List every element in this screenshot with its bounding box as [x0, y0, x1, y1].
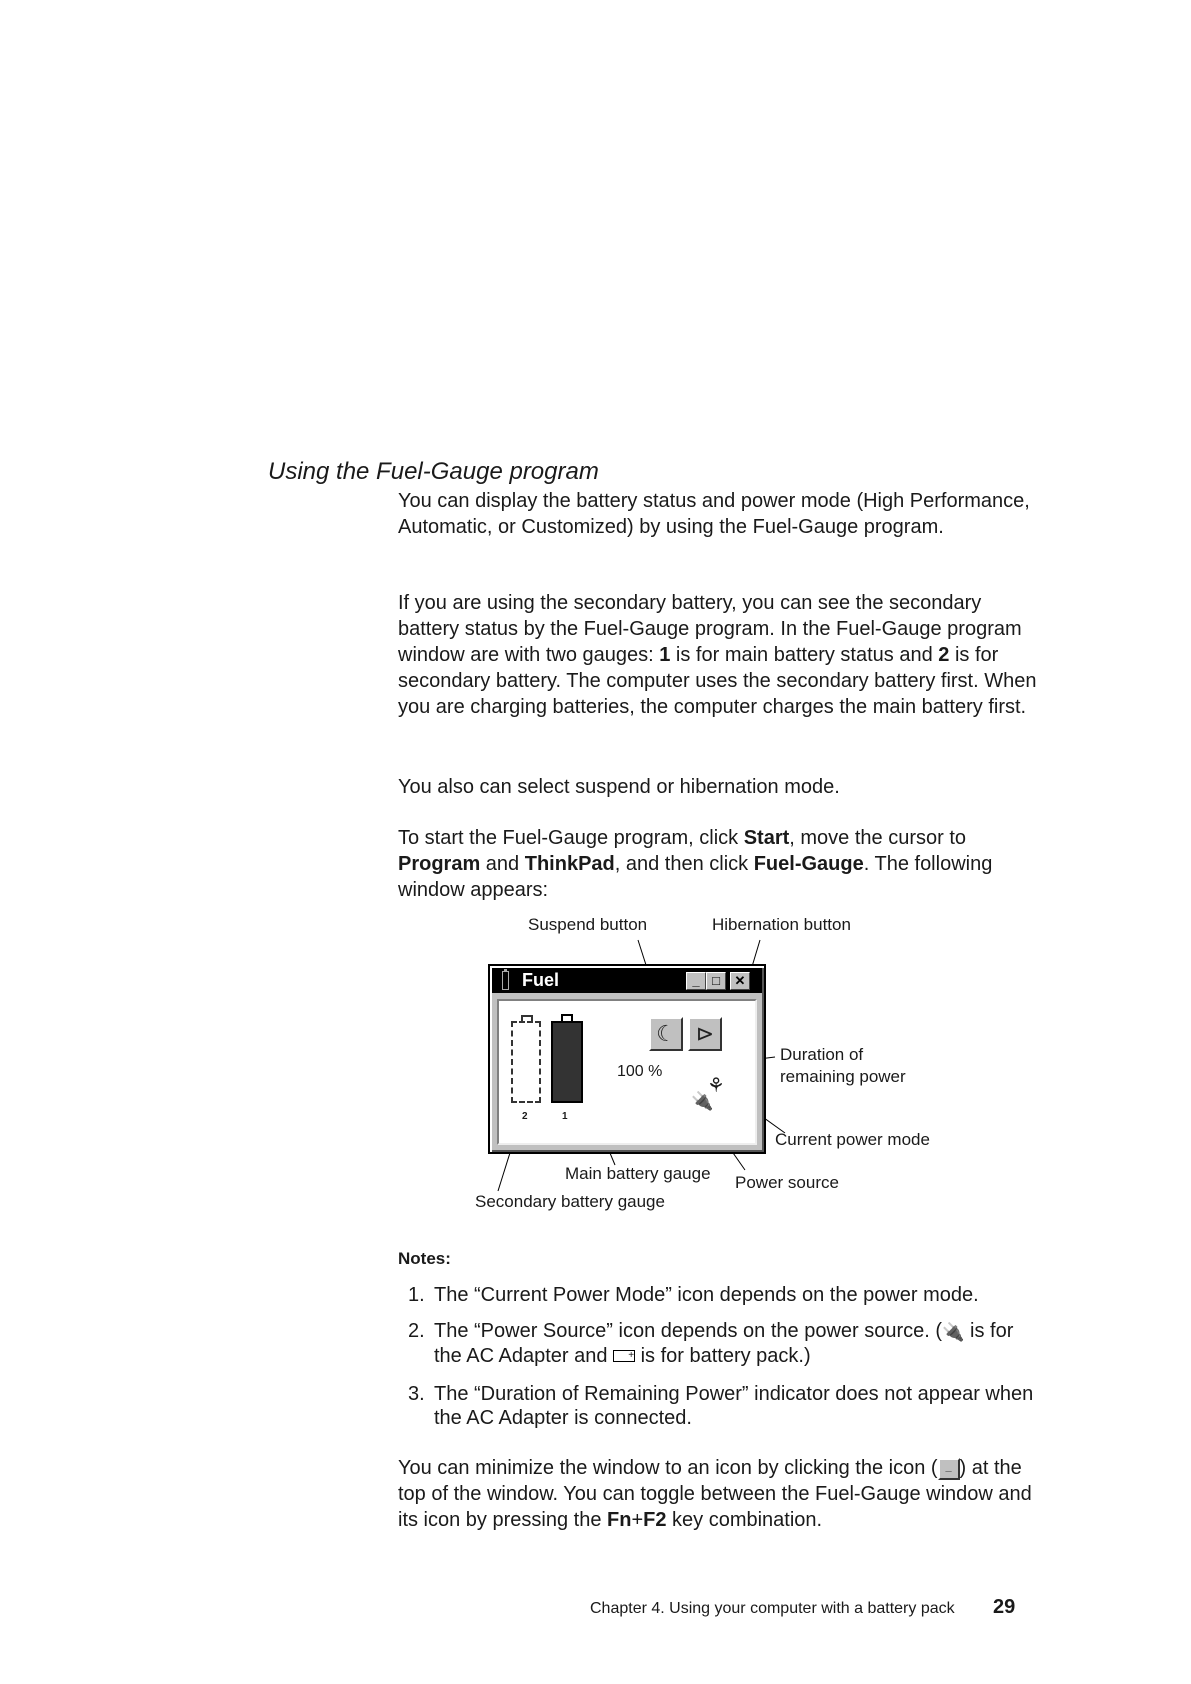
text-run: You can minimize the window to an icon by clicking the icon ( — [398, 1457, 938, 1479]
main-battery-cap — [561, 1014, 573, 1021]
note-item-3 — [408, 1382, 1038, 1430]
battery-icon: + — [613, 1350, 635, 1362]
secondary-gauge-number: 2 — [522, 1111, 528, 1122]
minimize-paragraph — [398, 1455, 1038, 1533]
note-text — [434, 1319, 1038, 1368]
remaining-percent: 100 % — [617, 1063, 663, 1080]
f2-key: F2 — [643, 1509, 667, 1531]
window-titlebar[interactable] — [492, 968, 762, 993]
window-client-area — [497, 999, 757, 1145]
duration-callout-line2: remaining power — [780, 1067, 906, 1086]
hibernation-callout: Hibernation button — [712, 915, 851, 934]
text-run: The “Power Source” icon depends on the power source. ( — [434, 1320, 943, 1342]
text-run: is for main battery status and — [670, 644, 939, 666]
text-run: is for secondary battery. The computer uses the secondary battery first. When you are charging batteries, the computer charges the main battery first. — [398, 644, 1037, 718]
start-instructions-paragraph — [398, 825, 1038, 903]
plug-icon: 🔌 — [691, 1091, 714, 1111]
suspend-button[interactable]: ☾ — [649, 1017, 683, 1051]
text-run: , and then click — [614, 853, 754, 875]
page-number: 29 — [993, 1596, 1016, 1618]
minimize-icon: _ — [938, 1458, 960, 1480]
suspend-callout: Suspend button — [528, 915, 648, 934]
text-run: ) at the top of the window. You can toggle between the Fuel-Gauge window and its icon by pressing the — [398, 1457, 1032, 1531]
note-item-1 — [408, 1283, 1038, 1307]
note-number: 1. — [408, 1284, 425, 1306]
power-mode-icon: ⚘ — [707, 1075, 725, 1097]
suspend-hibernation-paragraph: You also can select suspend or hibernation mode. — [398, 776, 840, 798]
text-run: key combination. — [666, 1509, 823, 1531]
text-run: . The following window appears: — [398, 853, 993, 901]
note-item-2 — [408, 1319, 1038, 1368]
main-battery-gauge — [551, 1021, 583, 1103]
fuel-gauge-term: Fuel-Gauge — [753, 853, 864, 875]
plug-icon: 🔌 — [942, 1321, 965, 1342]
notes-label: Notes: — [398, 1249, 451, 1268]
text-run: , move the cursor to — [789, 827, 967, 849]
fuel-gauge-figure — [470, 915, 960, 1220]
secondary-battery-paragraph — [398, 590, 1038, 720]
fuel-window — [488, 964, 766, 1154]
text-run: To start the Fuel-Gauge program, click — [398, 827, 744, 849]
text-run: is for the AC Adapter and — [434, 1320, 1014, 1367]
main-gauge-number: 1 — [562, 1111, 568, 1122]
plus-sign: + — [631, 1509, 644, 1531]
window-title: Fuel — [522, 970, 560, 990]
secondary-battery-callout: Secondary battery gauge — [475, 1192, 665, 1211]
gauge-number-2: 2 — [938, 644, 950, 666]
fn-key: Fn — [607, 1509, 632, 1531]
maximize-button[interactable]: □ — [706, 972, 726, 990]
text-run: is for battery pack.) — [635, 1344, 811, 1367]
close-button[interactable]: ✕ — [730, 972, 750, 990]
thinkpad-term: ThinkPad — [524, 853, 615, 875]
gauge-number-1: 1 — [659, 644, 671, 666]
note-number: 2. — [408, 1320, 425, 1342]
secondary-battery-gauge — [511, 1021, 541, 1103]
note-number: 3. — [408, 1383, 425, 1405]
duration-callout-line1: Duration of — [780, 1045, 864, 1064]
minimize-button[interactable]: _ — [686, 972, 706, 990]
footer-chapter: Chapter 4. Using your computer with a battery pack — [590, 1600, 955, 1617]
intro-paragraph: You can display the battery status and power mode (High Performance, Automatic, or Customized) by using the Fuel-Gauge program. — [398, 490, 1030, 538]
note-text: The “Current Power Mode” icon depends on the power mode. — [434, 1284, 979, 1306]
hibernation-button[interactable]: ⊳ — [688, 1017, 722, 1051]
section-heading: Using the Fuel-Gauge program — [268, 458, 599, 485]
text-run: If you are using the secondary battery, you can see the secondary battery status by the Fuel-Gauge program. In the Fuel-Gauge program window are with two gauges: — [398, 592, 1022, 666]
start-term: Start — [743, 827, 790, 849]
power-source-callout: Power source — [735, 1173, 839, 1192]
text-run: and — [480, 853, 525, 875]
main-battery-callout: Main battery gauge — [565, 1164, 711, 1183]
note-text: The “Duration of Remaining Power” indicator does not appear when the AC Adapter is connected. — [434, 1383, 1034, 1429]
battery-icon — [502, 971, 509, 990]
program-term: Program — [398, 853, 481, 875]
power-mode-callout: Current power mode — [775, 1130, 930, 1149]
